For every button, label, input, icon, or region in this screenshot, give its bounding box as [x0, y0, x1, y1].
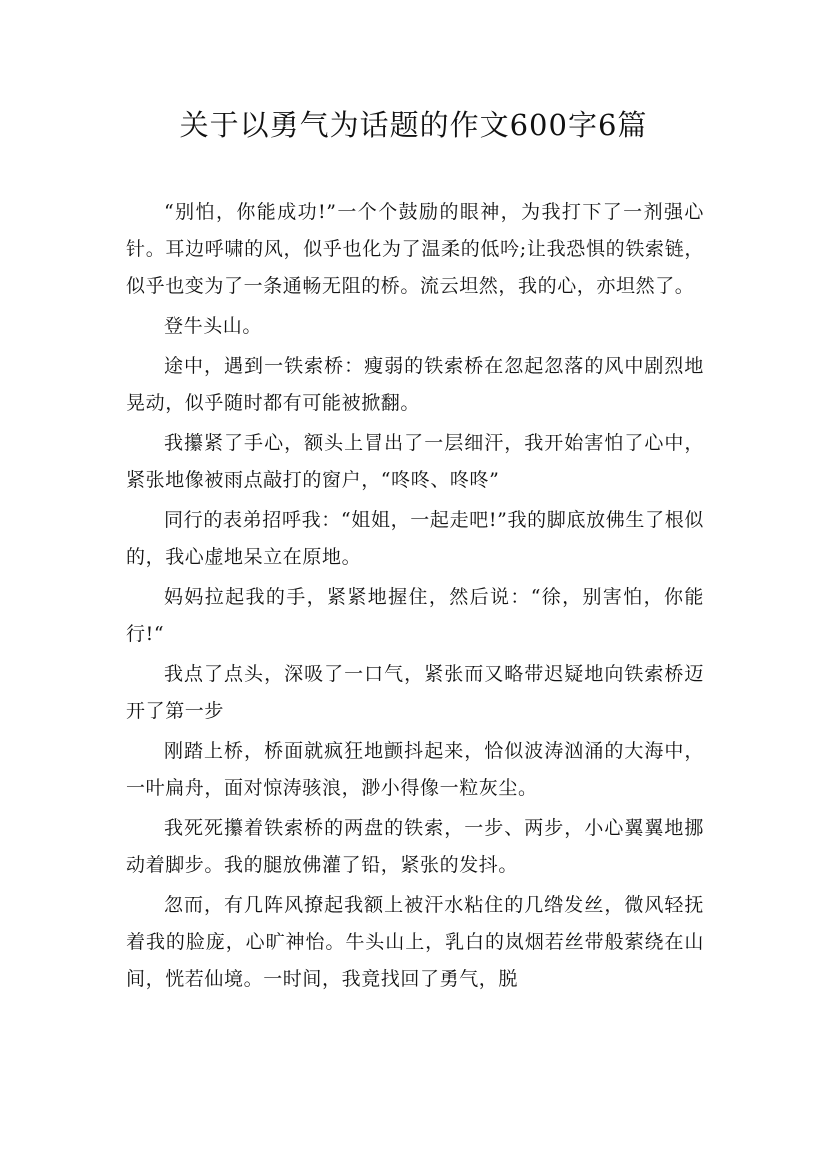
paragraph: 我攥紧了手心，额头上冒出了一层细汗，我开始害怕了心中，紧张地像被雨点敲打的窗户，“咚咚、咚咚” [126, 432, 704, 491]
paragraph: 登牛头山。 [164, 315, 263, 337]
document-body [126, 194, 704, 1001]
paragraph: 忽而，有几阵风撩起我额上被汗水粘住的几绺发丝，微风轻抚着我的脸庞，心旷神怡。牛头山上，乳白的岚烟若丝带般萦绕在山间，恍若仙境。一时间，我竟找回了勇气，脱 [126, 894, 704, 990]
document-title: 关于以勇气为话题的作文600字6篇 [179, 108, 648, 142]
paragraph: 途中，遇到一铁索桥：瘦弱的铁索桥在忽起忽落的风中剧烈地晃动，似乎随时都有可能被掀翻。 [126, 355, 704, 414]
paragraph: 刚踏上桥，桥面就疯狂地颤抖起来，恰似波涛汹涌的大海中，一叶扁舟，面对惊涛骇浪，渺小得像一粒灰尘。 [126, 740, 704, 799]
paragraph: 我点了点头，深吸了一口气，紧张而又略带迟疑地向铁索桥迈开了第一步 [126, 663, 704, 722]
paragraph: “别怕，你能成功!”一个个鼓励的眼神，为我打下了一剂强心针。耳边呼啸的风，似乎也化为了温柔的低吟;让我恐惧的铁索链，似乎也变为了一条通畅无阻的桥。流云坦然，我的心，亦坦然了。 [126, 201, 704, 297]
paragraph: 妈妈拉起我的手，紧紧地握住，然后说：“徐，别害怕，你能行!“ [126, 586, 704, 645]
paragraph: 同行的表弟招呼我：“姐姐，一起走吧!”我的脚底放佛生了根似的，我心虚地呆立在原地。 [126, 509, 704, 568]
paragraph: 我死死攥着铁索桥的两盘的铁索，一步、两步，小心翼翼地挪动着脚步。我的腿放佛灌了铅，紧张的发抖。 [126, 817, 704, 876]
